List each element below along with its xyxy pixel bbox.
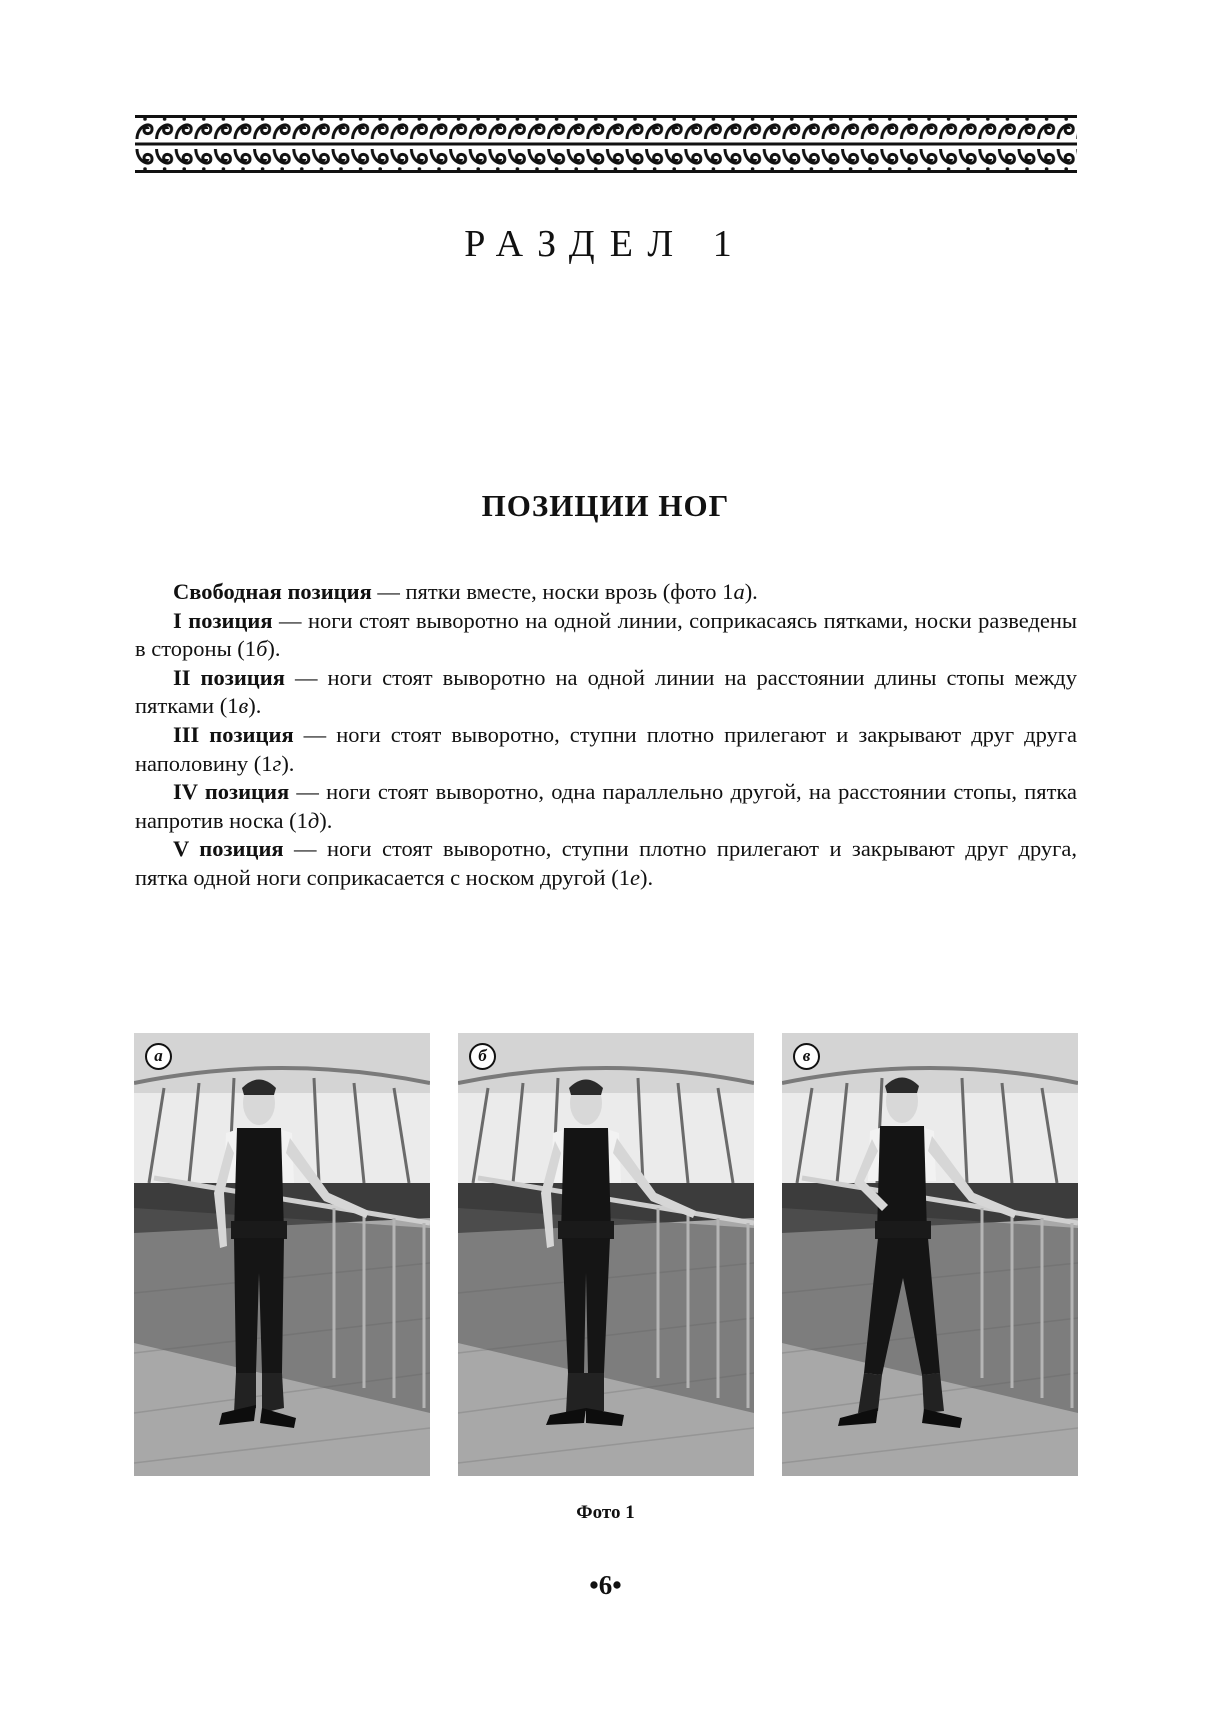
photo-label-badge: а [145,1043,172,1070]
photo-label-badge: б [469,1043,496,1070]
term: III позиция [173,721,294,747]
figure-caption: Фото 1 [576,1502,635,1523]
term: V позиция [173,836,284,862]
page-number: •6• [589,1570,622,1600]
body-text [135,578,1077,893]
photo-c [782,1033,1078,1476]
paragraph: II позиция — ноги стоят выворотно на одной линии на расстоянии длины стопы между пятками (1в). [135,664,1077,719]
term: IV позиция [173,779,290,805]
paragraph: IV позиция — ноги стоят выворотно, одна параллельно другой, на расстоянии стопы, пятка напротив носка (1д). [135,779,1077,833]
paragraph: V позиция — ноги стоят выворотно, ступни плотно прилегают и закрывают друг друга, пятка одной ноги соприкасается с носком другой (1е). [135,836,1078,890]
paragraph: Свободная позиция — пятки вместе, носки врозь (фото 1а). [173,579,758,604]
section-title: РАЗДЕЛ 1 [464,223,747,265]
dancer-photo-illustration [458,1033,754,1476]
chapter-title: ПОЗИЦИИ НОГ [481,488,730,523]
photo-b [458,1033,754,1476]
dancer-photo-illustration [134,1033,430,1476]
paragraph: I позиция — ноги стоят выворотно на одной линии, соприкасаясь пятками, носки разведены в стороны (1б). [135,607,1077,662]
dancer-photo-illustration [782,1033,1078,1476]
term: Свободная позиция [173,579,372,604]
paragraph: III позиция — ноги стоят выворотно, ступни плотно прилегают и закрывают друг друга наполовину (1г). [135,721,1077,776]
term: II позиция [173,664,285,690]
term: I позиция [173,607,273,633]
photo-label-badge: в [793,1043,820,1070]
photo-a [134,1033,430,1476]
ornament-border [135,115,1077,173]
